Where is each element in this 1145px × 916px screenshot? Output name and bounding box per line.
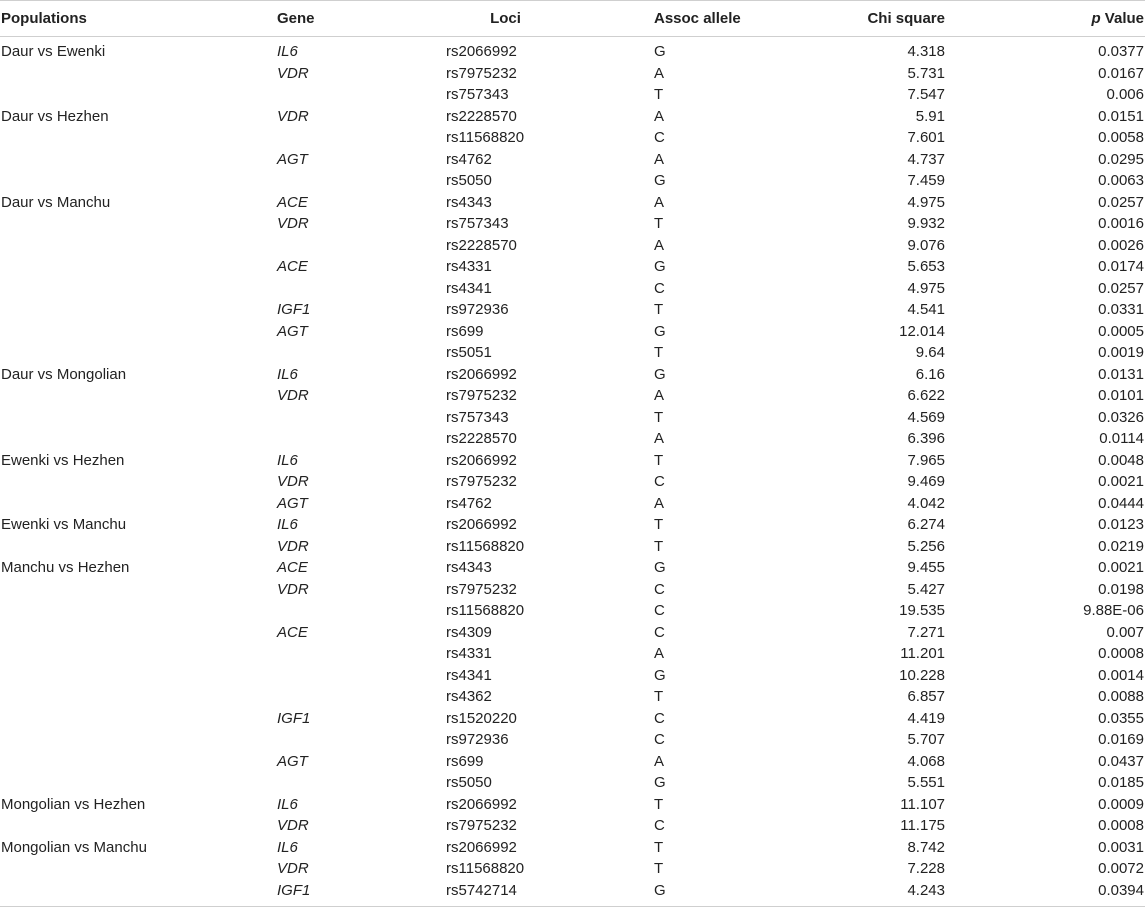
table-row (0, 84, 1145, 106)
cell-chi-square: 4.975 (907, 279, 945, 297)
cell-gene: IL6 (277, 365, 298, 383)
cell-p-value: 0.0072 (1098, 860, 1144, 878)
cell-assoc-allele: C (654, 580, 665, 598)
cell-loci: rs4762 (446, 150, 492, 168)
cell-p-value: 0.0169 (1098, 731, 1144, 749)
header-assoc-allele: Assoc allele (654, 10, 741, 27)
table-header (0, 0, 1145, 37)
table-row (0, 837, 1145, 859)
cell-chi-square: 7.601 (907, 129, 945, 147)
cell-assoc-allele: A (654, 150, 665, 168)
table-row (0, 428, 1145, 450)
cell-p-value: 0.0185 (1098, 774, 1144, 792)
cell-assoc-allele: T (654, 451, 664, 469)
table-row (0, 815, 1145, 837)
cell-loci: rs699 (446, 322, 484, 340)
cell-chi-square: 19.535 (899, 602, 945, 620)
cell-p-value: 0.0377 (1098, 43, 1144, 61)
cell-assoc-allele: T (654, 537, 664, 555)
cell-chi-square: 6.622 (907, 387, 945, 405)
cell-gene: VDR (277, 817, 309, 835)
cell-chi-square: 4.541 (907, 301, 945, 319)
cell-p-value: 0.0058 (1098, 129, 1144, 147)
cell-chi-square: 11.175 (900, 817, 945, 835)
cell-p-value: 0.0008 (1098, 817, 1144, 835)
cell-assoc-allele: T (654, 344, 664, 362)
cell-loci: rs4341 (446, 279, 492, 297)
cell-assoc-allele: T (654, 215, 664, 233)
cell-assoc-allele: A (654, 193, 665, 211)
header-chi-square: Chi square (867, 10, 945, 27)
cell-gene: IL6 (277, 43, 298, 61)
table-row (0, 858, 1145, 880)
cell-chi-square: 9.469 (907, 473, 945, 491)
cell-p-value: 0.0101 (1098, 387, 1144, 405)
table-row (0, 299, 1145, 321)
cell-chi-square: 9.076 (907, 236, 945, 254)
cell-p-value: 0.0009 (1098, 795, 1144, 813)
cell-gene: ACE (277, 623, 308, 641)
cell-p-value: 9.88E-06 (1083, 602, 1144, 620)
cell-gene: IL6 (277, 795, 298, 813)
table-row (0, 213, 1145, 235)
table-row (0, 772, 1145, 794)
table-row (0, 170, 1145, 192)
cell-chi-square: 5.91 (915, 107, 945, 125)
cell-assoc-allele: A (654, 430, 665, 448)
cell-gene: IL6 (277, 838, 298, 856)
cell-assoc-allele: C (654, 623, 665, 641)
table-row (0, 149, 1145, 171)
cell-loci: rs2066992 (446, 365, 517, 383)
table-row (0, 579, 1145, 601)
cell-assoc-allele: G (654, 43, 666, 61)
cell-chi-square: 12.014 (899, 322, 945, 340)
cell-chi-square: 4.068 (907, 752, 945, 770)
cell-gene: VDR (277, 215, 309, 233)
table-row (0, 471, 1145, 493)
cell-assoc-allele: A (654, 752, 665, 770)
cell-chi-square: 6.396 (907, 430, 945, 448)
cell-gene: IGF1 (277, 881, 311, 899)
cell-assoc-allele: G (654, 172, 666, 190)
header-p-label: Value (1100, 10, 1144, 27)
cell-chi-square: 5.653 (907, 258, 945, 276)
cell-loci: rs2066992 (446, 516, 517, 534)
cell-p-value: 0.0167 (1098, 64, 1144, 82)
cell-assoc-allele: T (654, 408, 664, 426)
cell-gene: VDR (277, 107, 309, 125)
cell-loci: rs4341 (446, 666, 492, 684)
cell-populations: Mongolian vs Hezhen (1, 795, 146, 813)
table-row (0, 729, 1145, 751)
cell-loci: rs4331 (446, 645, 492, 663)
cell-assoc-allele: A (654, 387, 665, 405)
cell-loci: rs2066992 (446, 43, 517, 61)
cell-assoc-allele: T (654, 86, 664, 104)
cell-assoc-allele: T (654, 516, 664, 534)
cell-p-value: 0.0295 (1098, 150, 1144, 168)
table-row (0, 41, 1145, 63)
cell-p-value: 0.0088 (1098, 688, 1144, 706)
cell-assoc-allele: G (654, 881, 666, 899)
table-row (0, 643, 1145, 665)
cell-assoc-allele: C (654, 731, 665, 749)
table-row (0, 385, 1145, 407)
cell-p-value: 0.0174 (1098, 258, 1144, 276)
cell-populations: Manchu vs Hezhen (1, 559, 130, 577)
cell-assoc-allele: C (654, 129, 665, 147)
cell-chi-square: 11.107 (900, 795, 945, 813)
cell-populations: Mongolian vs Manchu (1, 838, 147, 856)
cell-chi-square: 5.731 (907, 64, 945, 82)
cell-assoc-allele: G (654, 322, 666, 340)
cell-chi-square: 8.742 (907, 838, 945, 856)
table-row (0, 600, 1145, 622)
cell-chi-square: 4.243 (907, 881, 945, 899)
cell-loci: rs11568820 (446, 860, 525, 878)
cell-loci: rs972936 (446, 731, 509, 749)
cell-p-value: 0.007 (1106, 623, 1144, 641)
cell-chi-square: 4.569 (907, 408, 945, 426)
cell-gene: VDR (277, 537, 309, 555)
cell-loci: rs4331 (446, 258, 492, 276)
cell-populations: Daur vs Ewenki (1, 43, 106, 61)
cell-chi-square: 4.419 (907, 709, 945, 727)
cell-gene: ACE (277, 559, 308, 577)
table-row (0, 536, 1145, 558)
cell-loci: rs5050 (446, 172, 492, 190)
cell-loci: rs757343 (446, 86, 509, 104)
cell-gene: AGT (277, 494, 308, 512)
cell-loci: rs11568820 (446, 602, 525, 620)
table-row (0, 794, 1145, 816)
cell-gene: IGF1 (277, 301, 311, 319)
cell-p-value: 0.0326 (1098, 408, 1144, 426)
cell-assoc-allele: A (654, 64, 665, 82)
cell-loci: rs757343 (446, 215, 509, 233)
cell-p-value: 0.0021 (1098, 473, 1144, 491)
table-row (0, 751, 1145, 773)
table-row (0, 192, 1145, 214)
cell-loci: rs2066992 (446, 451, 517, 469)
cell-assoc-allele: G (654, 559, 666, 577)
cell-loci: rs7975232 (446, 387, 517, 405)
cell-gene: AGT (277, 322, 308, 340)
cell-gene: IL6 (277, 451, 298, 469)
cell-chi-square: 5.256 (907, 537, 945, 555)
cell-gene: IGF1 (277, 709, 311, 727)
cell-p-value: 0.0114 (1099, 430, 1144, 448)
cell-chi-square: 9.932 (907, 215, 945, 233)
cell-p-value: 0.0021 (1098, 559, 1144, 577)
cell-assoc-allele: C (654, 817, 665, 835)
cell-loci: rs11568820 (446, 537, 525, 555)
cell-chi-square: 7.271 (907, 623, 945, 641)
cell-gene: ACE (277, 258, 308, 276)
cell-chi-square: 10.228 (899, 666, 945, 684)
cell-chi-square: 7.965 (907, 451, 945, 469)
cell-p-value: 0.0331 (1098, 301, 1144, 319)
cell-loci: rs699 (446, 752, 484, 770)
cell-chi-square: 6.16 (915, 365, 945, 383)
cell-p-value: 0.0437 (1098, 752, 1144, 770)
table-row (0, 278, 1145, 300)
table-row (0, 665, 1145, 687)
cell-gene: VDR (277, 64, 309, 82)
cell-p-value: 0.0198 (1098, 580, 1144, 598)
cell-loci: rs5050 (446, 774, 492, 792)
cell-loci: rs2066992 (446, 838, 517, 856)
cell-p-value: 0.0131 (1098, 365, 1144, 383)
cell-p-value: 0.0014 (1098, 666, 1144, 684)
table-row (0, 342, 1145, 364)
cell-loci: rs1520220 (446, 709, 517, 727)
cell-assoc-allele: C (654, 602, 665, 620)
cell-assoc-allele: C (654, 709, 665, 727)
cell-chi-square: 7.228 (907, 860, 945, 878)
cell-loci: rs972936 (446, 301, 509, 319)
cell-p-value: 0.0005 (1098, 322, 1144, 340)
cell-populations: Daur vs Manchu (1, 193, 111, 211)
cell-gene: AGT (277, 150, 308, 168)
table-row (0, 106, 1145, 128)
cell-p-value: 0.0031 (1098, 838, 1144, 856)
cell-p-value: 0.0019 (1098, 344, 1144, 362)
cell-loci: rs11568820 (446, 129, 525, 147)
header-p-value (945, 10, 1145, 27)
cell-loci: rs757343 (446, 408, 509, 426)
cell-assoc-allele: C (654, 279, 665, 297)
cell-loci: rs5742714 (446, 881, 517, 899)
cell-loci: rs7975232 (446, 580, 517, 598)
cell-populations: Daur vs Hezhen (1, 107, 109, 125)
cell-p-value: 0.0257 (1098, 193, 1144, 211)
cell-populations: Daur vs Mongolian (1, 365, 127, 383)
table-body (0, 37, 1145, 901)
cell-loci: rs4362 (446, 688, 492, 706)
cell-assoc-allele: A (654, 236, 665, 254)
cell-loci: rs7975232 (446, 817, 517, 835)
cell-populations: Ewenki vs Hezhen (1, 451, 125, 469)
header-loci: Loci (490, 10, 521, 27)
table-row (0, 686, 1145, 708)
table-bottom-rule (0, 906, 1145, 907)
cell-p-value: 0.0151 (1098, 107, 1144, 125)
cell-loci: rs5051 (446, 344, 492, 362)
cell-chi-square: 4.042 (907, 494, 945, 512)
cell-gene: VDR (277, 387, 309, 405)
cell-chi-square: 5.551 (907, 774, 945, 792)
cell-assoc-allele: G (654, 666, 666, 684)
cell-chi-square: 7.459 (907, 172, 945, 190)
cell-loci: rs7975232 (446, 473, 517, 491)
cell-loci: rs2228570 (446, 107, 517, 125)
cell-p-value: 0.0026 (1098, 236, 1144, 254)
cell-chi-square: 9.455 (907, 559, 945, 577)
table-row (0, 256, 1145, 278)
cell-p-value: 0.0048 (1098, 451, 1144, 469)
cell-chi-square: 5.427 (907, 580, 945, 598)
cell-gene: VDR (277, 580, 309, 598)
cell-gene: VDR (277, 473, 309, 491)
cell-assoc-allele: A (654, 494, 665, 512)
cell-chi-square: 9.64 (915, 344, 945, 362)
cell-assoc-allele: T (654, 795, 664, 813)
header-p-symbol: p (1091, 10, 1101, 27)
cell-gene: IL6 (277, 516, 298, 534)
cell-gene: ACE (277, 193, 308, 211)
cell-loci: rs4309 (446, 623, 492, 641)
table-row (0, 364, 1145, 386)
cell-p-value: 0.006 (1106, 86, 1144, 104)
cell-assoc-allele: G (654, 774, 666, 792)
cell-chi-square: 4.737 (907, 150, 945, 168)
table-row (0, 880, 1145, 902)
cell-loci: rs4343 (446, 559, 492, 577)
cell-chi-square: 11.201 (900, 645, 945, 663)
cell-populations: Ewenki vs Manchu (1, 516, 127, 534)
table-row (0, 514, 1145, 536)
cell-p-value: 0.0063 (1098, 172, 1144, 190)
table-row (0, 321, 1145, 343)
cell-assoc-allele: T (654, 838, 664, 856)
cell-chi-square: 6.274 (907, 516, 945, 534)
cell-loci: rs2066992 (446, 795, 517, 813)
cell-assoc-allele: T (654, 860, 664, 878)
table-row (0, 450, 1145, 472)
header-gene: Gene (277, 10, 315, 27)
cell-loci: rs2228570 (446, 236, 517, 254)
cell-loci: rs7975232 (446, 64, 517, 82)
cell-chi-square: 4.975 (907, 193, 945, 211)
cell-p-value: 0.0444 (1098, 494, 1144, 512)
cell-assoc-allele: T (654, 301, 664, 319)
cell-p-value: 0.0394 (1098, 881, 1144, 899)
table-row (0, 127, 1145, 149)
table-row (0, 235, 1145, 257)
cell-p-value: 0.0123 (1098, 516, 1144, 534)
cell-assoc-allele: T (654, 688, 664, 706)
cell-gene: AGT (277, 752, 308, 770)
cell-gene: VDR (277, 860, 309, 878)
table-row (0, 622, 1145, 644)
table-row (0, 407, 1145, 429)
cell-p-value: 0.0257 (1098, 279, 1144, 297)
cell-chi-square: 5.707 (907, 731, 945, 749)
cell-loci: rs2228570 (446, 430, 517, 448)
cell-assoc-allele: A (654, 107, 665, 125)
cell-chi-square: 4.318 (907, 43, 945, 61)
header-populations: Populations (1, 10, 87, 27)
cell-p-value: 0.0008 (1098, 645, 1144, 663)
cell-p-value: 0.0355 (1098, 709, 1144, 727)
cell-loci: rs4343 (446, 193, 492, 211)
cell-assoc-allele: G (654, 365, 666, 383)
table-row (0, 63, 1145, 85)
cell-p-value: 0.0016 (1098, 215, 1144, 233)
table-row (0, 557, 1145, 579)
table-row (0, 708, 1145, 730)
cell-chi-square: 6.857 (907, 688, 945, 706)
table-row (0, 493, 1145, 515)
cell-loci: rs4762 (446, 494, 492, 512)
cell-assoc-allele: C (654, 473, 665, 491)
cell-assoc-allele: A (654, 645, 665, 663)
cell-p-value: 0.0219 (1098, 537, 1144, 555)
cell-chi-square: 7.547 (907, 86, 945, 104)
cell-assoc-allele: G (654, 258, 666, 276)
